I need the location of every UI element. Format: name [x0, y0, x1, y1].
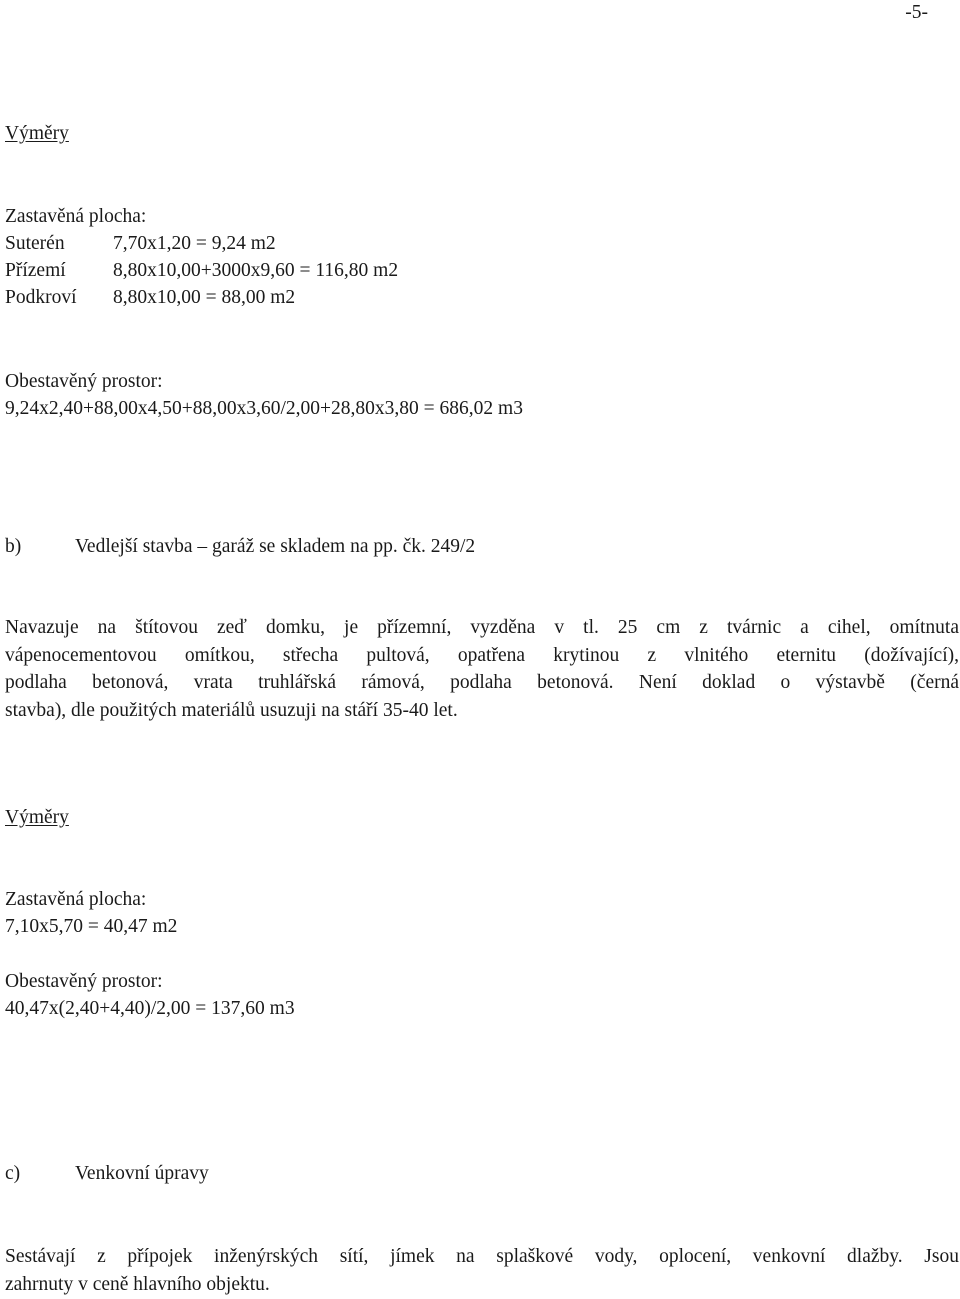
built-area-label: Zastavěná plocha:	[5, 889, 147, 910]
description-line: Navazuje na štítovou zeď domku, je přízemní, vyzděna v tl. 25 cm z tvárnic a cihel, omítnuta	[5, 617, 959, 638]
section-b-marker: b)	[5, 536, 22, 557]
volume-value: 9,24x2,40+88,00x4,50+88,00x3,60/2,00+28,80x3,80 = 686,02 m3	[5, 398, 523, 419]
area-row-label: Podkroví	[5, 287, 77, 308]
description-line: podlaha betonová, vrata truhlářská rámová, podlaha betonová. Není doklad o výstavbě (černá	[5, 672, 959, 694]
volume-value: 40,47x(2,40+4,40)/2,00 = 137,60 m3	[5, 998, 295, 1019]
description-line: Sestávají z přípojek inženýrských sítí, jímek na splaškové vody, oplocení, venkovní dlažby. Jsou	[5, 1246, 959, 1267]
description-line: stavba), dle použitých materiálů usuzuji na stáří 35-40 let.	[5, 699, 458, 721]
area-row-label: Suterén	[5, 233, 65, 254]
section-b-heading: Výměry	[5, 807, 69, 828]
description-line: vápenocementovou omítkou, střecha pultová, opatřena krytinou z vlnitého eternitu (dožívající),	[5, 644, 959, 666]
section-c-marker: c)	[5, 1163, 21, 1184]
built-area-label: Zastavěná plocha:	[5, 206, 147, 227]
area-row-value: 8,80x10,00 = 88,00 m2	[113, 287, 296, 308]
section-a-heading: Výměry	[5, 123, 69, 144]
section-c-title: Venkovní úpravy	[75, 1163, 209, 1184]
area-row-label: Přízemí	[5, 260, 66, 281]
area-row-basement	[5, 232, 276, 256]
description-line: zahrnuty v ceně hlavního objektu.	[5, 1273, 270, 1295]
area-row-ground-floor	[5, 259, 398, 283]
section-b-description	[5, 614, 959, 724]
volume-label: Obestavěný prostor:	[5, 371, 163, 392]
section-b-title: Vedlejší stavba – garáž se skladem na pp. čk. 249/2	[75, 536, 476, 557]
section-c-title-line	[5, 1162, 209, 1186]
volume-label: Obestavěný prostor:	[5, 971, 163, 992]
area-row-attic	[5, 286, 295, 310]
area-row-value: 7,70x1,20 = 9,24 m2	[113, 233, 276, 254]
section-b-title-line	[5, 535, 475, 559]
page-number: -5-	[905, 2, 928, 23]
built-area-value: 7,10x5,70 = 40,47 m2	[5, 916, 178, 937]
section-c-description	[5, 1243, 959, 1298]
area-row-value: 8,80x10,00+3000x9,60 = 116,80 m2	[113, 260, 399, 281]
